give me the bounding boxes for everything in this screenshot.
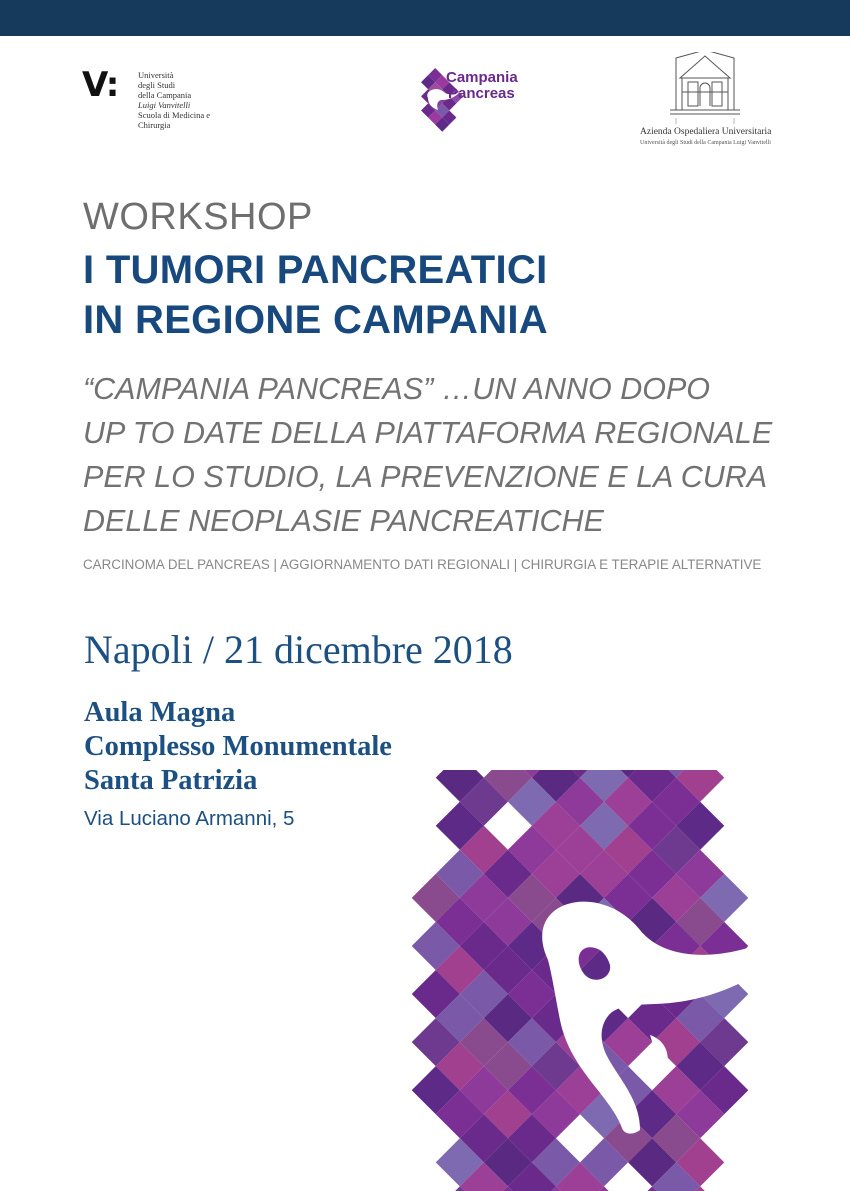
- workshop-kicker: WORKSHOP: [83, 196, 313, 238]
- mosaic-tile: [580, 706, 628, 754]
- mosaic-tile: [532, 706, 580, 754]
- university-line: degli Studi: [138, 80, 176, 90]
- campania-pancreas-logo-line: Pancreas: [448, 85, 515, 102]
- main-title-line: I TUMORI PANCREATICI: [83, 248, 548, 292]
- event-address: Via Luciano Armanni, 5: [84, 807, 295, 830]
- hospital-subtitle: Università degli Studi della Campania Luigi Vanvitelli: [640, 140, 771, 146]
- mosaic-tiles: [171, 585, 850, 1191]
- university-logo-mark: V:: [82, 65, 119, 105]
- mosaic-tile: [628, 706, 676, 754]
- subtitle-line: PER LO STUDIO, LA PREVENZIONE E LA CURA: [83, 460, 768, 494]
- venue-line: Complesso Monumentale: [84, 731, 392, 762]
- university-line: Scuola di Medicina e: [138, 110, 210, 120]
- venue-line: Aula Magna: [84, 697, 236, 728]
- subtitle-line: UP TO DATE DELLA PIATTAFORMA REGIONALE: [83, 416, 773, 450]
- event-date: Napoli / 21 dicembre 2018: [84, 627, 513, 672]
- university-line: Chirurgia: [138, 120, 171, 130]
- mosaic-tile: [484, 706, 532, 754]
- hospital-name: Azienda Ospedaliera Universitaria: [640, 127, 772, 137]
- campania-pancreas-logo-line: Campania: [446, 69, 518, 86]
- main-title-line: IN REGIONE CAMPANIA: [83, 298, 548, 342]
- university-line: della Campania: [138, 90, 192, 100]
- university-line: Università: [138, 70, 174, 80]
- subtitle-line: “CAMPANIA PANCREAS” …UN ANNO DOPO: [83, 372, 711, 406]
- mosaic-tile: [676, 706, 724, 754]
- subtitle-line: DELLE NEOPLASIE PANCREATICHE: [83, 504, 604, 538]
- mosaic-tile: [436, 706, 484, 754]
- venue-line: Santa Patrizia: [84, 765, 258, 796]
- university-line: Luigi Vanvitelli: [138, 100, 191, 110]
- topics-tagline: CARCINOMA DEL PANCREAS | AGGIORNAMENTO DATI REGIONALI | CHIRURGIA E TERAPIE ALTERNATIVE: [83, 557, 762, 572]
